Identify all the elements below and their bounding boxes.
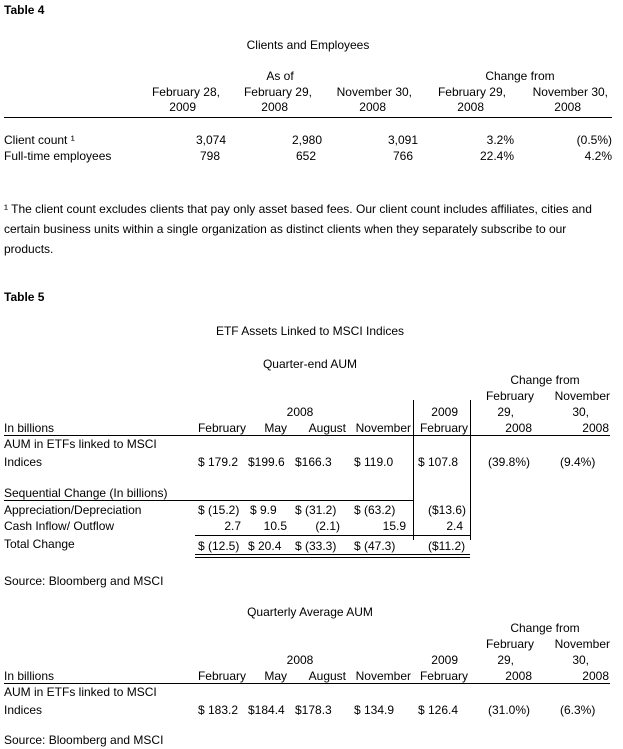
s1-chg2-line3: 2008	[582, 421, 609, 435]
s1-aum-cell: (39.8%)	[488, 455, 531, 469]
s1-year-2008: 2008	[286, 405, 314, 419]
s1-seq-cell: ($13.6)	[428, 503, 467, 517]
t4-col3-line2: 2008	[359, 100, 386, 114]
s2-change-from: Change from	[510, 621, 580, 635]
t4-col1-line2: 2009	[169, 100, 196, 114]
s1-seq-cell: 2.7	[224, 519, 241, 533]
s1-chg2-line2: 30,	[572, 405, 589, 419]
s1-seq-cell: $ (15.2)	[198, 503, 240, 517]
s2-chg2-line1: November	[554, 637, 610, 651]
s2-year-2009: 2009	[431, 653, 458, 667]
table4-as-of: As of	[266, 69, 294, 83]
t4-col4-line2: 2008	[457, 100, 484, 114]
table4-change-from: Change from	[485, 69, 555, 83]
s1-month: February	[419, 421, 468, 435]
s1-in-billions: In billions	[4, 421, 55, 435]
t4-col2-line2: 2008	[261, 100, 288, 114]
t4-cell: 2,980	[291, 133, 322, 147]
table4-label: Table 4	[4, 3, 45, 17]
s2-aum-cell: (31.0%)	[488, 703, 531, 717]
s2-header-rule	[4, 683, 610, 684]
t4-cell: 766	[392, 149, 413, 163]
t4-col3-line1: November 30,	[336, 85, 412, 99]
s1-seq-row-label: Total Change	[4, 537, 75, 551]
s1-aum-label-line1: AUM in ETFs linked to MSCI	[4, 437, 157, 451]
s1-chg1-line3: 2008	[505, 421, 532, 435]
s1-aum-cell: $ 179.2	[198, 455, 239, 469]
s1-seq-cell: $ 20.4	[248, 539, 282, 553]
s1-chg1-line2: 29,	[497, 405, 514, 419]
t4-row-label: Full-time employees	[4, 149, 112, 163]
s1-aum-label-line2: Indices	[4, 455, 43, 469]
s1-seq-cell: $ (31.2)	[295, 503, 337, 517]
s1-seq-cell: $ (12.5)	[198, 539, 240, 553]
s1-seq-cell: $ (47.3)	[354, 539, 396, 553]
s2-aum-cell: $184.4	[248, 703, 285, 717]
s1-seq-row-label: Cash Inflow/ Outflow	[4, 519, 115, 533]
s1-aum-cell: $ 107.8	[418, 455, 459, 469]
s2-chg1-line2: 29,	[497, 653, 514, 667]
s1-aum-cell: $199.6	[248, 455, 285, 469]
s1-seq-rule	[4, 500, 414, 501]
s2-aum-cell: $178.3	[295, 703, 332, 717]
s1-header-rule	[4, 435, 610, 436]
t4-row-label: Client count ¹	[4, 133, 75, 147]
t4-cell: 3,074	[195, 133, 226, 147]
quarterly-average-title: Quarterly Average AUM	[247, 605, 373, 619]
t4-cell: 798	[199, 149, 220, 163]
quarter-end-title: Quarter-end AUM	[262, 357, 358, 371]
s2-chg1-line3: 2008	[505, 669, 532, 683]
t4-col5-line1: November 30,	[532, 85, 608, 99]
s2-month: February	[197, 669, 246, 683]
s1-month: February	[197, 421, 246, 435]
s1-month: May	[264, 421, 287, 435]
s1-seq-cell: 15.9	[382, 519, 406, 533]
s1-source: Source: Bloomberg and MSCI	[4, 574, 164, 588]
s2-aum-cell: (6.3%)	[560, 703, 596, 717]
s2-source: Source: Bloomberg and MSCI	[4, 733, 164, 747]
table5-label: Table 5	[4, 290, 45, 304]
s2-aum-cell: $ 126.4	[418, 703, 459, 717]
s1-seq-cell: $ (63.2)	[354, 503, 396, 517]
t4-header-rule	[4, 117, 612, 118]
s2-aum-cell: $ 183.2	[198, 703, 239, 717]
t4-cell: 22.4%	[479, 149, 514, 163]
s1-seq-label: Sequential Change (In billions)	[4, 486, 168, 500]
t4-col5-line2: 2008	[554, 100, 581, 114]
s2-month: February	[419, 669, 468, 683]
t4-cell: 4.2%	[584, 149, 612, 163]
s2-chg2-line2: 30,	[572, 653, 589, 667]
s1-total-rule	[195, 535, 470, 536]
s1-aum-cell: $166.3	[295, 455, 332, 469]
t4-col1-line1: February 28,	[151, 85, 220, 99]
s1-chg2-line1: November	[554, 389, 610, 403]
t4-cell: 3.2%	[486, 133, 514, 147]
s1-seq-cell: $ 9.9	[250, 503, 277, 517]
s1-divider-right	[470, 400, 471, 540]
s1-divider-left	[413, 400, 414, 540]
s1-seq-row-label: Appreciation/Depreciation	[4, 503, 142, 517]
s2-month: May	[264, 669, 287, 683]
s2-aum-label-line1: AUM in ETFs linked to MSCI	[4, 685, 157, 699]
s1-month: August	[308, 421, 346, 435]
s2-chg2-line3: 2008	[582, 669, 609, 683]
t4-cell: 3,091	[387, 133, 418, 147]
s1-total-double-rule	[195, 554, 470, 558]
table4-footnote: ¹ The client count excludes clients that pay only asset based fees. Our client count includes affiliates, cities and certain business units within a single organization as distinct clients when they separately subscribe to our products.	[4, 202, 592, 256]
t4-cell: (0.5%)	[576, 133, 612, 147]
table4-title: Clients and Employees	[246, 38, 370, 52]
s1-seq-cell: ($11.2)	[428, 539, 466, 553]
s2-year-2008: 2008	[286, 653, 314, 667]
s2-month: August	[308, 669, 346, 683]
s1-seq-cell: $ (33.3)	[295, 539, 337, 553]
s1-aum-cell: $ 119.0	[354, 455, 394, 469]
s2-month: November	[355, 669, 411, 683]
s1-year-2009: 2009	[431, 405, 458, 419]
s1-seq-cell: 2.4	[446, 519, 463, 533]
s1-seq-cell: 10.5	[263, 519, 287, 533]
s1-change-from: Change from	[510, 373, 580, 387]
t4-col4-line1: February 29,	[437, 85, 506, 99]
t4-col2-line1: February 29,	[243, 85, 312, 99]
s1-chg1-line1: February	[485, 389, 534, 403]
s1-aum-cell: (9.4%)	[560, 455, 596, 469]
s1-month: November	[355, 421, 411, 435]
table5-title: ETF Assets Linked to MSCI Indices	[215, 324, 405, 338]
s2-in-billions: In billions	[4, 669, 55, 683]
s2-aum-cell: $ 134.9	[354, 703, 395, 717]
s1-seq-cell: (2.1)	[315, 519, 340, 533]
t4-cell: 652	[295, 149, 316, 163]
s2-chg1-line1: February	[485, 637, 534, 651]
s2-aum-label-line2: Indices	[4, 703, 43, 717]
